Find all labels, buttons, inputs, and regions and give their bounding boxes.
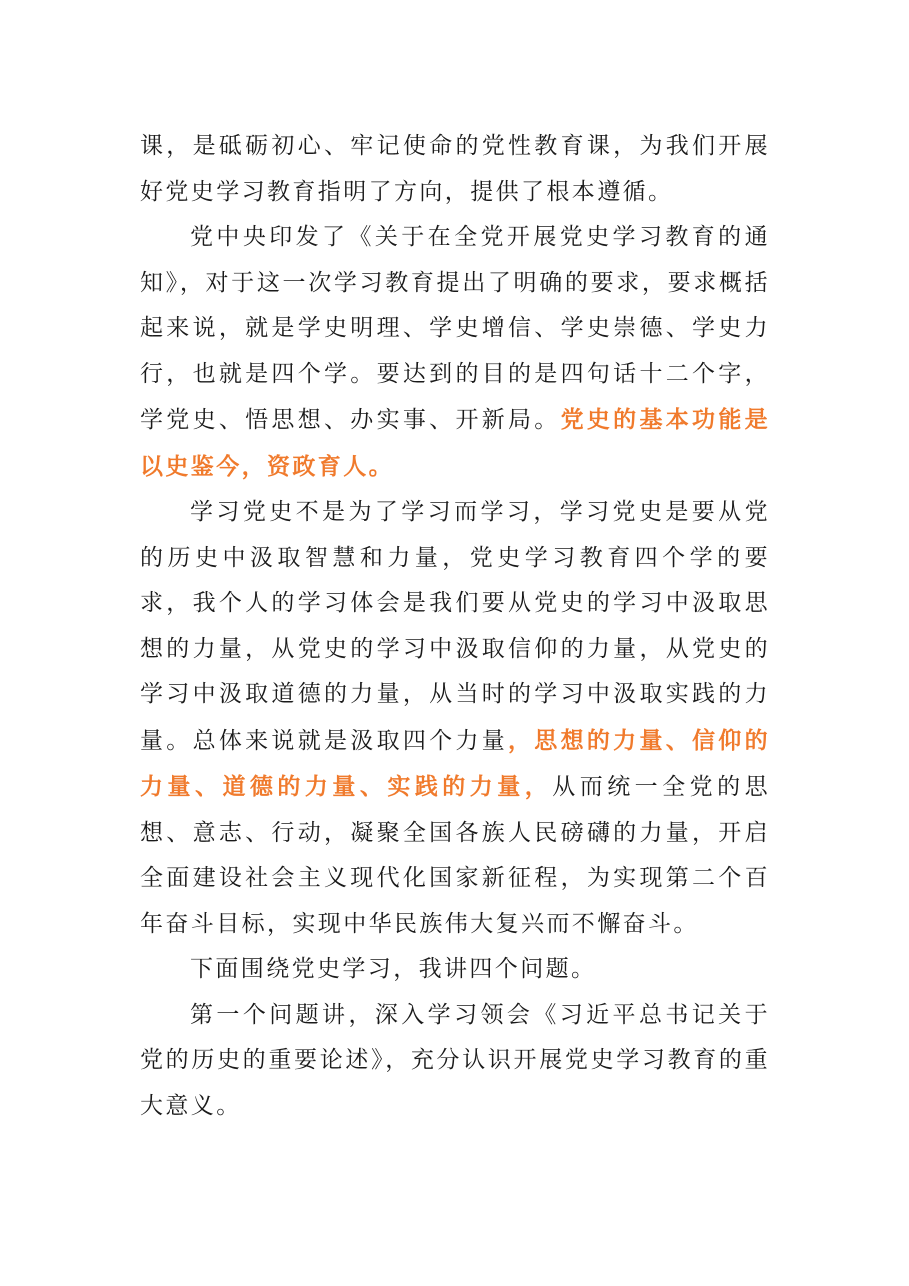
- paragraph-3-text-start: 学习党史不是为了学习而学习，学习党史是要从党的历史中汲取智慧和力量，党史学习教育四个学的要求，我个人的学习体会是我们要从党史的学习中汲取思想的力量，从党史的学习中汲取信仰的力量，从党史的学习中汲取道德的力量，从当时的学习中汲取实践的力量。总体来说就是汲取四个力量: [140, 499, 770, 754]
- paragraph-4-text: 下面围绕党史学习，我讲四个问题。: [190, 956, 597, 982]
- paragraph-5-text: 第一个问题讲，深入学习领会《习近平总书记关于党的历史的重要论述》，充分认识开展党史学习教育的重大意义。: [140, 1001, 770, 1119]
- document-body: [140, 124, 770, 1129]
- paragraph-3: [140, 490, 770, 947]
- paragraph-1-text: 课，是砥砺初心、牢记使命的党性教育课，为我们开展好党史学习教育指明了方向，提供了根本遵循。: [140, 133, 770, 205]
- paragraph-2: [140, 215, 770, 490]
- paragraph-2-text: 党中央印发了《关于在全党开展党史学习教育的通知》，对于这一次学习教育提出了明确的要求，要求概括起来说，就是学史明理、学史增信、学史崇德、学史力行，也就是四个学。要达到的目的是四句话十二个字，学党史、悟思想、办实事、开新局。: [140, 224, 770, 433]
- paragraph-2-highlight: 党史的基本功能是以史鉴今，资政育人。: [140, 406, 770, 480]
- paragraph-1: [140, 124, 770, 215]
- paragraph-4: [140, 947, 770, 993]
- paragraph-5: [140, 993, 770, 1130]
- paragraph-3-text-end: 从而统一全党的思想、意志、行动，凝聚全国各族人民磅礴的力量，开启全面建设社会主义现代化国家新征程，为实现第二个百年奋斗目标，实现中华民族伟大复兴而不懈奋斗。: [140, 774, 771, 937]
- paragraph-3-highlight: ，思想的力量、信仰的力量、道德的力量、实践的力量，: [140, 726, 770, 800]
